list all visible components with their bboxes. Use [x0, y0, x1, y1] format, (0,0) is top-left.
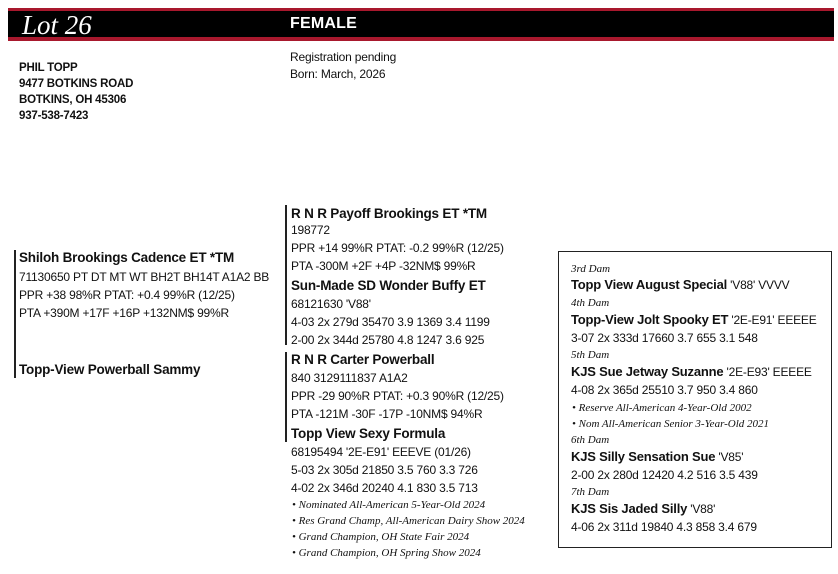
maternal-granddam-record-1: 5-03 2x 305d 21850 3.5 760 3.3 726: [291, 463, 478, 477]
consignor-address-1: 9477 BOTKINS ROAD: [19, 78, 134, 90]
paternal-grandsire-ppr: PPR +14 99%R PTAT: -0.2 99%R (12/25): [291, 241, 504, 255]
dam-6-entry: [571, 450, 743, 464]
sire-ppr: PPR +38 98%R PTAT: +0.4 99%R (12/25): [19, 288, 235, 302]
pedigree-line-main: [14, 250, 16, 378]
dam-5-award-1: • Reserve All-American 4-Year-Old 2002: [572, 402, 752, 414]
dam-7-record: 4-06 2x 311d 19840 4.3 858 3.4 679: [571, 520, 757, 534]
paternal-granddam-record-1: 4-03 2x 279d 35470 3.9 1369 3.4 1199: [291, 315, 490, 329]
maternal-grandsire-pta: PTA -121M -30F -17P -10NM$ 94%R: [291, 407, 483, 421]
paternal-granddam-name: Sun-Made SD Wonder Buffy ET: [291, 278, 486, 293]
maternal-grandsire-id: 840 3129111837 A1A2: [291, 371, 408, 385]
dam-4-name: Topp-View Jolt Spooky ET: [571, 312, 729, 327]
dam-3-name: Topp View August Special: [571, 277, 728, 292]
maternal-granddam-award-2: • Res Grand Champ, All-American Dairy Show 2024: [292, 515, 525, 527]
dam-5-name: KJS Sue Jetway Suzanne: [571, 364, 724, 379]
maternal-granddam-award-3: • Grand Champion, OH State Fair 2024: [292, 531, 470, 543]
pedigree-line-sire-side: [285, 205, 287, 345]
lot-header-bar: [8, 8, 834, 41]
paternal-granddam-id: 68121630 'V88': [291, 297, 371, 311]
dam-6-label: 6th Dam: [571, 434, 610, 446]
registration-status: Registration pending: [290, 50, 397, 64]
dam-6-score: 'V85': [715, 450, 744, 464]
consignor-phone: 937-538-7423: [19, 110, 89, 122]
dam-5-award-2: • Nom All-American Senior 3-Year-Old 2021: [572, 418, 770, 430]
dam-3-label: 3rd Dam: [571, 263, 611, 275]
lot-number: Lot 26: [22, 10, 92, 40]
sire-registration: 71130650 PT DT MT WT BH2T BH14T A1A2 BB: [19, 270, 270, 284]
dam-5-entry: [571, 365, 812, 379]
dam-7-entry: [571, 502, 715, 516]
maternal-granddam-award-4: • Grand Champion, OH Spring Show 2024: [292, 547, 481, 559]
sire-pta: PTA +390M +17F +16P +132NM$ 99%R: [19, 306, 229, 320]
dam-6-record: 2-00 2x 280d 12420 4.2 516 3.5 439: [571, 468, 758, 482]
dam-5-label: 5th Dam: [571, 349, 610, 361]
pedigree-line-dam-side: [285, 352, 287, 442]
dam-name: Topp-View Powerball Sammy: [19, 362, 201, 377]
maternal-granddam-record-2: 4-02 2x 346d 20240 4.1 830 3.5 713: [291, 481, 478, 495]
maternal-granddam-name: Topp View Sexy Formula: [291, 426, 446, 441]
paternal-grandsire-name: R N R Payoff Brookings ET *TM: [291, 206, 487, 221]
dam-7-label: 7th Dam: [571, 486, 610, 498]
maternal-grandsire-name: R N R Carter Powerball: [291, 352, 435, 367]
maternal-grandsire-ppr: PPR -29 90%R PTAT: +0.3 90%R (12/25): [291, 389, 504, 403]
sire-name: Shiloh Brookings Cadence ET *TM: [19, 250, 235, 265]
dam-4-score: '2E-E91' EEEEE: [728, 313, 817, 327]
maternal-granddam-award-1: • Nominated All-American 5-Year-Old 2024: [292, 499, 486, 511]
dam-5-score: '2E-E93' EEEEE: [723, 365, 812, 379]
maternal-granddam-id: 68195494 '2E-E91' EEEVE (01/26): [291, 445, 471, 459]
birth-date: Born: March, 2026: [290, 67, 386, 81]
consignor-name: PHIL TOPP: [19, 62, 78, 74]
paternal-grandsire-id: 198772: [291, 223, 330, 237]
dam-3-score: 'V88' VVVV: [727, 278, 790, 292]
dam-3-entry: [571, 278, 789, 292]
dam-7-name: KJS Sis Jaded Silly: [571, 501, 688, 516]
dam-5-record: 4-08 2x 365d 25510 3.7 950 3.4 860: [571, 383, 758, 397]
dam-4-record: 3-07 2x 333d 17660 3.7 655 3.1 548: [571, 331, 758, 345]
dam-4-label: 4th Dam: [571, 297, 610, 309]
dam-6-name: KJS Silly Sensation Sue: [571, 449, 716, 464]
paternal-grandsire-pta: PTA -300M +2F +4P -32NM$ 99%R: [291, 259, 476, 273]
dam-4-entry: [571, 313, 817, 327]
sex-label: FEMALE: [290, 15, 357, 32]
consignor-address-2: BOTKINS, OH 45306: [19, 94, 127, 106]
dam-7-score: 'V88': [687, 502, 716, 516]
paternal-granddam-record-2: 2-00 2x 344d 25780 4.8 1247 3.6 925: [291, 333, 485, 347]
